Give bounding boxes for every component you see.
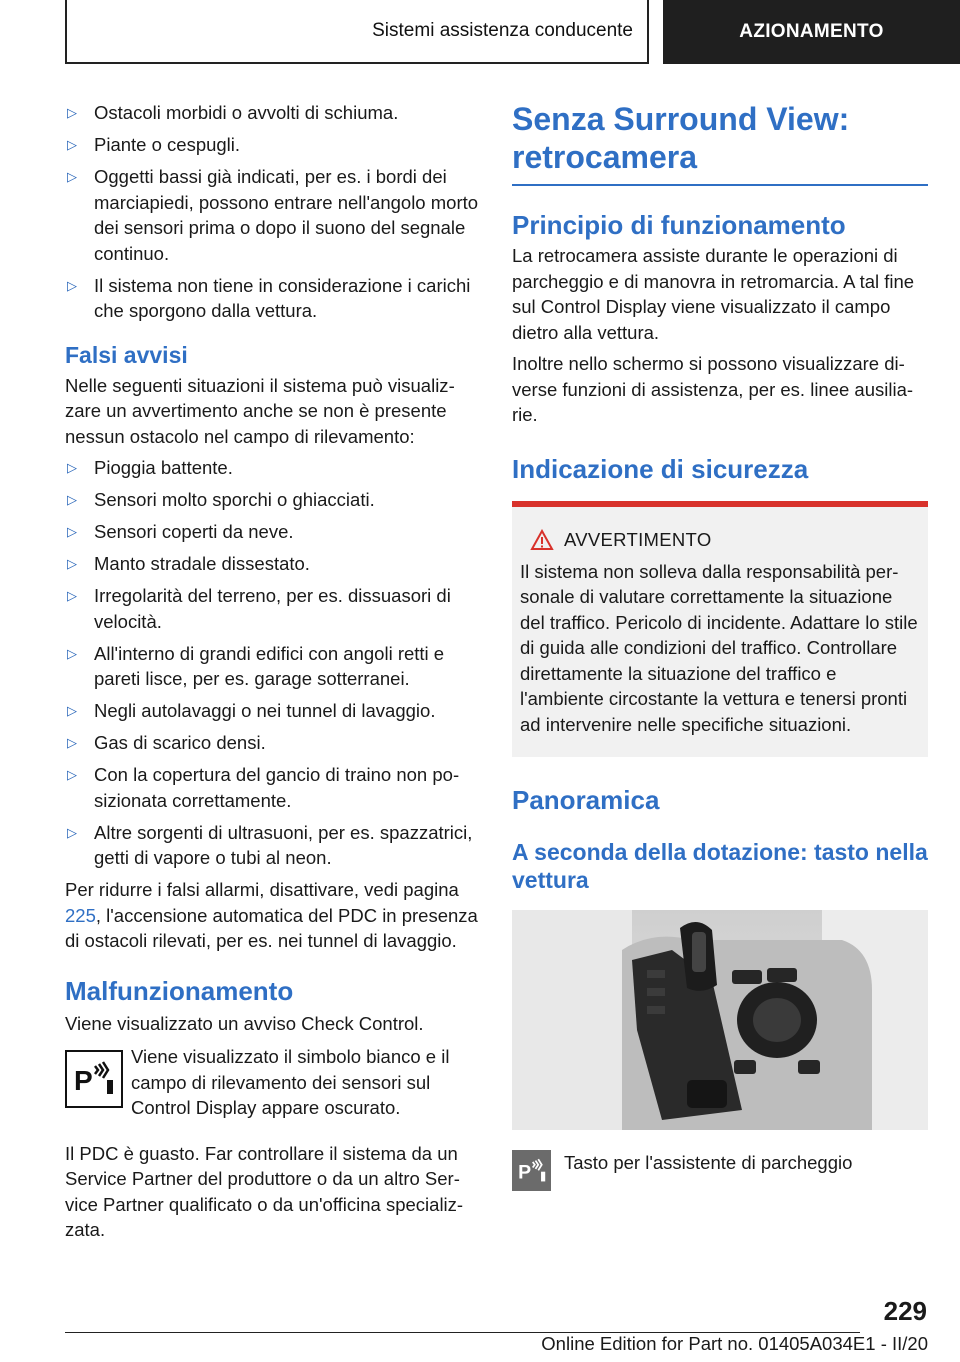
list-item: ▷ All'interno di grandi edifici con angoli retti e pareti lisce, per es. garage sotterranei. xyxy=(67,642,445,689)
triangle-bullet-icon: ▷ xyxy=(67,824,77,840)
falsi-intro: Nelle seguenti situazioni il sistema può visualizzare un avvertimento anche se non è presente nessun ostacolo nel campo di rilevamento: xyxy=(65,374,455,447)
principio-paragraph-1: La retrocamera assiste durante le operazioni di parcheggio e di manovra in retromarcia. A tal fine sul Control Display viene visualizzato il campo dietro alla vettura. xyxy=(512,245,915,343)
caption-symbol-box xyxy=(512,1150,564,1191)
park-distance-control-icon xyxy=(65,1050,123,1108)
park-assist-button-icon xyxy=(512,1150,551,1191)
obstacle-list xyxy=(65,100,480,324)
list-item: ▷ Manto stradale dissestato. xyxy=(65,551,480,577)
title-rule xyxy=(512,184,928,186)
chapter-title: AZIONAMENTO xyxy=(739,21,884,42)
triangle-bullet-icon: ▷ xyxy=(67,767,77,782)
triangle-bullet-icon: ▷ xyxy=(67,556,77,571)
list-item: ▷ Con la copertura del gancio di traino non posizionata correttamente. xyxy=(67,764,460,811)
list-item: ▷ Irregolarità del terreno, per es. dissuasori di velocità. xyxy=(67,585,451,632)
heading-panoramica: Panoramica xyxy=(512,785,660,815)
caption-row xyxy=(512,1150,928,1191)
warning-box xyxy=(512,501,928,758)
false-alarm-list xyxy=(65,455,480,871)
warning-title: AVVERTIMENTO xyxy=(564,528,712,550)
list-item: ▷ Negli autolavaggi o nei tunnel di lavaggio. xyxy=(65,698,480,724)
malf-outro: Il PDC è guasto. Far controllare il sistema da un Service Partner del produttore o da un altro Service Partner qualificato o da un'officina specializzata. xyxy=(65,1142,464,1240)
triangle-bullet-icon: ▷ xyxy=(67,460,77,475)
center-console-photo xyxy=(512,910,928,1130)
heading-dotazione: A seconda della dotazione: tasto nella vettura xyxy=(512,839,928,893)
left-column xyxy=(65,100,480,1243)
symbol-box xyxy=(65,1044,131,1121)
list-item: ▷ Sensori molto sporchi o ghiacciati. xyxy=(65,487,480,513)
svg-text:P: P xyxy=(74,1065,93,1096)
triangle-bullet-icon: ▷ xyxy=(67,588,77,603)
section-title-retrocamera: Senza Surround View: retrocamera xyxy=(512,101,850,175)
list-item: ▷ Piante o cespugli. xyxy=(65,132,480,158)
triangle-bullet-icon: ▷ xyxy=(67,524,77,539)
list-item: ▷ Ostacoli morbidi o avvolti di schiuma. xyxy=(65,100,480,126)
falsi-outro: Per ridurre i falsi allarmi, disattivare, vedi pagina 225, l'accensione automatica del PDC in presenza di ostacoli rilevati, per es. nei tunnel di lavaggio. xyxy=(65,879,478,951)
page-number: 229 xyxy=(883,1296,927,1326)
heading-sicurezza: Indicazione di sicurezza xyxy=(512,453,809,484)
list-item: ▷ Gas di scarico densi. xyxy=(65,730,480,756)
triangle-bullet-icon: ▷ xyxy=(67,105,77,120)
list-item: ▷ Il sistema non tiene in considerazione i carichi che sporgono dalla vettura. xyxy=(67,274,471,321)
list-item: ▷ Pioggia battente. xyxy=(65,455,480,481)
running-header-section xyxy=(65,0,649,64)
triangle-bullet-icon: ▷ xyxy=(67,137,77,152)
warning-triangle-icon xyxy=(530,529,554,551)
triangle-bullet-icon: ▷ xyxy=(67,277,77,293)
triangle-bullet-icon: ▷ xyxy=(67,492,77,507)
right-column xyxy=(512,100,928,1191)
list-item: ▷ Sensori coperti da neve. xyxy=(65,519,480,545)
triangle-bullet-icon: ▷ xyxy=(67,703,77,718)
malf-intro: Viene visualizzato un avviso Check Control. xyxy=(65,1012,424,1034)
symbol-row xyxy=(65,1044,480,1121)
page-link-225[interactable]: 225 xyxy=(65,904,96,926)
heading-principio: Principio di funzionamento xyxy=(512,210,846,240)
warning-header xyxy=(520,529,920,551)
section-title: Sistemi assistenza conducente xyxy=(372,20,633,41)
warning-text: Il sistema non solleva dalla responsabilità personale di valutare correttamente la situazione del traffico. Pericolo di incidente. Adattare lo stile di guida alle condizioni del traffico. Controllare direttamente la situazione del traffico e l'ambiente circostante la vettura e tenersi pronti ad intervenire nelle specifiche situazioni. xyxy=(520,560,918,735)
photo-caption: Tasto per l'assistente di parcheggio xyxy=(564,1152,853,1173)
malf-symbol-text: Viene visualizzato il simbolo bianco e il campo di rilevamento dei sensori sul Control Display appare oscurato. xyxy=(131,1046,450,1118)
list-item: ▷ Oggetti bassi già indicati, per es. i bordi dei marciapiedi, possono entrare nell'angolo morto dei sensori prima o dopo il suono del segnale continuo. xyxy=(67,166,479,264)
running-header-chapter xyxy=(663,0,960,64)
triangle-bullet-icon: ▷ xyxy=(67,645,77,661)
heading-falsi-avvisi: Falsi avvisi xyxy=(65,341,188,368)
principio-paragraph-2: Inoltre nello schermo si possono visualizzare diverse funzioni di assistenza, per es. linee ausiliarie. xyxy=(512,353,914,425)
list-item: ▷ Altre sorgenti di ultrasuoni, per es. spazzatrici, getti di vapore o tubi al neon. xyxy=(67,821,473,868)
edition-note: Online Edition for Part no. 01405A034E1 - II/20 xyxy=(541,1333,928,1354)
svg-text:P: P xyxy=(517,1161,531,1184)
triangle-bullet-icon: ▷ xyxy=(67,169,77,184)
heading-malfunzionamento: Malfunzionamento xyxy=(65,975,294,1006)
triangle-bullet-icon: ▷ xyxy=(67,735,77,750)
